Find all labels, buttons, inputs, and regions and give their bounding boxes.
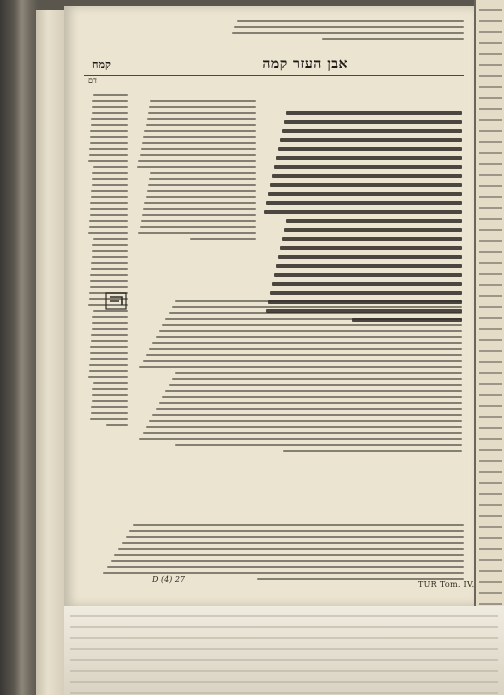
text-line [90, 142, 128, 144]
text-line [479, 86, 502, 88]
text-line [479, 526, 502, 528]
text-line [90, 136, 128, 138]
text-line [284, 228, 462, 232]
text-line [479, 383, 502, 385]
text-line [91, 262, 128, 264]
text-line [283, 450, 462, 452]
text-line [148, 184, 256, 186]
text-line [90, 346, 128, 348]
header-rule [84, 75, 464, 76]
text-line [479, 141, 502, 143]
text-line [138, 160, 256, 162]
text-line [140, 226, 256, 228]
text-line [272, 174, 462, 178]
text-line [172, 378, 462, 380]
text-line [286, 111, 462, 115]
text-line [70, 692, 498, 694]
text-line [114, 554, 464, 556]
text-line [92, 250, 128, 252]
text-line [272, 282, 462, 286]
text-line [93, 166, 128, 168]
text-line [90, 352, 128, 354]
text-line [280, 138, 462, 142]
top-gloss-block [206, 16, 464, 40]
text-line [280, 246, 462, 250]
text-line [92, 322, 128, 324]
text-line [162, 396, 462, 398]
text-line [479, 394, 502, 396]
text-line [149, 348, 462, 350]
text-line [92, 400, 128, 402]
text-line [146, 426, 462, 428]
text-line [91, 412, 128, 414]
text-line [172, 306, 462, 308]
main-text-upper [262, 106, 462, 322]
text-line [70, 615, 498, 617]
text-line [142, 142, 256, 144]
main-text-lower [136, 296, 462, 452]
text-line [92, 178, 128, 180]
text-line [479, 251, 502, 253]
text-line [479, 152, 502, 154]
text-line [89, 364, 128, 366]
text-line [232, 32, 464, 34]
text-line [92, 316, 128, 318]
text-line [479, 559, 502, 561]
text-line [150, 100, 256, 102]
text-line [150, 172, 256, 174]
text-line [274, 165, 462, 169]
text-line [479, 240, 502, 242]
text-line [107, 566, 464, 568]
folio-number: קמח [92, 58, 111, 71]
text-line [139, 366, 462, 368]
text-line [91, 196, 128, 198]
text-line [91, 406, 128, 408]
text-line [111, 560, 464, 562]
text-line [90, 208, 128, 210]
text-line [479, 97, 502, 99]
text-line [264, 210, 462, 214]
text-line [90, 202, 128, 204]
text-line [169, 384, 462, 386]
text-line [156, 408, 462, 410]
text-line [159, 402, 462, 404]
bottom-commentary [88, 520, 464, 580]
text-line [137, 166, 256, 168]
text-line [479, 493, 502, 495]
text-line [284, 120, 462, 124]
text-line [276, 156, 462, 160]
text-line [282, 129, 462, 133]
text-line [479, 119, 502, 121]
text-line [162, 324, 462, 326]
text-line [479, 592, 502, 594]
text-line [93, 382, 128, 384]
text-line [479, 53, 502, 55]
text-line [90, 214, 128, 216]
text-line [93, 238, 128, 240]
text-line [143, 136, 256, 138]
text-line [144, 202, 256, 204]
text-line [88, 232, 128, 234]
text-line [70, 681, 498, 683]
text-line [479, 416, 502, 418]
text-line [90, 130, 128, 132]
book-binding-edge [36, 10, 67, 695]
text-line [149, 106, 256, 108]
text-line [479, 306, 502, 308]
text-line [479, 218, 502, 220]
text-line [91, 124, 128, 126]
text-line [237, 20, 464, 22]
text-line [479, 570, 502, 572]
text-line [479, 372, 502, 374]
text-line [92, 172, 128, 174]
text-line [152, 342, 462, 344]
text-line [156, 336, 462, 338]
running-head: אבן העזר קמה [262, 56, 348, 72]
text-line [479, 328, 502, 330]
margin-commentary [88, 90, 128, 426]
text-line [165, 318, 462, 320]
text-line [479, 405, 502, 407]
text-line [278, 147, 462, 151]
text-line [91, 268, 128, 270]
text-line [143, 432, 462, 434]
text-line [147, 190, 256, 192]
text-line [90, 274, 128, 276]
text-line [103, 572, 464, 574]
text-line [286, 219, 462, 223]
text-line [479, 262, 502, 264]
text-line [70, 648, 498, 650]
text-line [479, 108, 502, 110]
text-line [266, 201, 462, 205]
text-line [92, 112, 128, 114]
text-line [89, 148, 128, 150]
text-line [138, 232, 256, 234]
text-line [92, 394, 128, 396]
text-line [90, 280, 128, 282]
text-line [479, 350, 502, 352]
text-line [479, 75, 502, 77]
text-line [276, 264, 462, 268]
text-line [190, 238, 256, 240]
text-line [88, 376, 128, 378]
text-line [146, 354, 462, 356]
text-line [479, 317, 502, 319]
text-line [479, 515, 502, 517]
facing-page-bottom [64, 606, 504, 695]
text-line [479, 31, 502, 33]
text-line [118, 548, 464, 550]
text-line [90, 286, 128, 288]
text-line [91, 118, 128, 120]
text-line [175, 372, 462, 374]
text-line [70, 626, 498, 628]
text-line [479, 339, 502, 341]
text-line [93, 310, 128, 312]
text-line [479, 196, 502, 198]
page-imprint: TUR Tom. IV. [418, 580, 475, 589]
text-line [479, 581, 502, 583]
text-line [479, 537, 502, 539]
text-line [270, 183, 462, 187]
text-line [165, 390, 462, 392]
text-line [169, 312, 462, 314]
text-line [479, 438, 502, 440]
text-line [479, 548, 502, 550]
text-line [322, 38, 464, 40]
text-line [92, 100, 128, 102]
text-line [479, 471, 502, 473]
text-line [92, 244, 128, 246]
page-header [84, 56, 464, 74]
text-line [479, 163, 502, 165]
text-line [91, 340, 128, 342]
text-line [142, 214, 256, 216]
text-line [479, 482, 502, 484]
text-line [106, 424, 128, 426]
text-line [274, 273, 462, 277]
text-line [479, 273, 502, 275]
text-line [89, 226, 128, 228]
text-line [91, 190, 128, 192]
inner-commentary [136, 96, 256, 240]
text-line [278, 255, 462, 259]
text-line [147, 118, 256, 120]
text-line [479, 9, 502, 11]
text-line [479, 130, 502, 132]
text-line [91, 334, 128, 336]
printer-signature: D (4) 27 [152, 575, 186, 584]
text-line [479, 229, 502, 231]
text-line [479, 174, 502, 176]
text-line [89, 154, 128, 156]
text-line [143, 208, 256, 210]
text-line [149, 178, 256, 180]
text-line [149, 420, 462, 422]
text-line [479, 504, 502, 506]
text-line [92, 106, 128, 108]
text-line [479, 64, 502, 66]
text-line [92, 328, 128, 330]
text-line [140, 154, 256, 156]
text-line [70, 670, 498, 672]
text-line [152, 414, 462, 416]
text-line [143, 360, 462, 362]
text-line [89, 220, 128, 222]
text-line [159, 330, 462, 332]
text-line [175, 444, 462, 446]
text-line [90, 418, 128, 420]
text-line [479, 295, 502, 297]
text-line [70, 659, 498, 661]
text-line [479, 185, 502, 187]
text-line [479, 42, 502, 44]
margin-heading: דם [88, 76, 97, 85]
text-line [282, 237, 462, 241]
text-line [92, 388, 128, 390]
text-line [144, 130, 256, 132]
text-line [479, 603, 502, 605]
text-line [90, 358, 128, 360]
text-line [479, 361, 502, 363]
text-line [92, 184, 128, 186]
text-line [175, 300, 462, 302]
text-line [479, 427, 502, 429]
text-line [479, 449, 502, 451]
text-line [146, 124, 256, 126]
text-line [141, 148, 256, 150]
text-line [141, 220, 256, 222]
decorated-initial-mark [105, 292, 127, 310]
text-line [89, 370, 128, 372]
text-line [146, 196, 256, 198]
text-line [88, 160, 128, 162]
text-line [270, 291, 462, 295]
text-line [139, 438, 462, 440]
text-line [268, 192, 462, 196]
facing-page-edge [474, 0, 504, 610]
text-line [126, 536, 464, 538]
text-line [479, 20, 502, 22]
text-line [479, 207, 502, 209]
text-line [148, 112, 256, 114]
text-line [129, 530, 464, 532]
text-line [479, 284, 502, 286]
text-line [133, 524, 464, 526]
text-line [234, 26, 464, 28]
text-line [70, 637, 498, 639]
text-line [92, 256, 128, 258]
text-line [122, 542, 464, 544]
text-line [93, 94, 128, 96]
text-line [479, 460, 502, 462]
